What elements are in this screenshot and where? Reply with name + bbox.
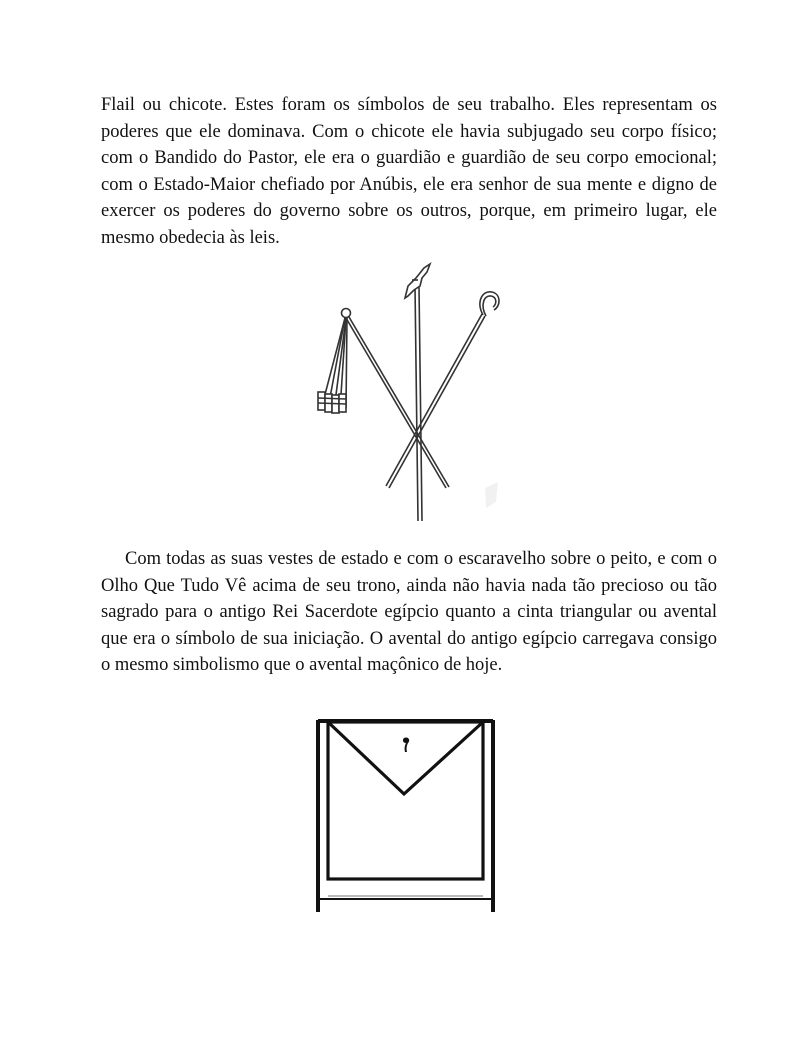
was-staff-icon — [405, 264, 430, 521]
apron-glyph-icon — [403, 737, 409, 752]
paragraph-1: Flail ou chicote. Estes foram os símbolos de seu trabalho. Eles representam os poderes que ele dominava. Com o chicote ele havia subjugado seu corpo físico; com o Bandido do Pastor, ele era o guardião e guardião de seu corpo emocional; com o Estado-Maior chefiado por Anúbis, ele era senhor de sua mente e digno de exercer os poderes do governo sobre os outros, porque, em primeiro lugar, ele mesmo obedecia às leis. — [101, 95, 717, 248]
paragraph-2: Com todas as suas vestes de estado e com o escaravelho sobre o peito, e com o Olho Que Tudo Vê acima de seu trono, ainda não havia nada tão precioso ou tão sagrado para o antigo Rei Sacerdote egípcio quanto a cinta triangular ou avental que era o símbolo de sua iniciação. O avental do antigo egípcio carregava consigo o mesmo simbolismo que o avental maçônico de hoje. — [101, 549, 717, 675]
flail-icon — [318, 309, 449, 489]
crook-icon — [386, 292, 499, 488]
flail-crook-staff-illustration — [300, 256, 510, 524]
egyptian-apron-illustration — [312, 714, 502, 916]
